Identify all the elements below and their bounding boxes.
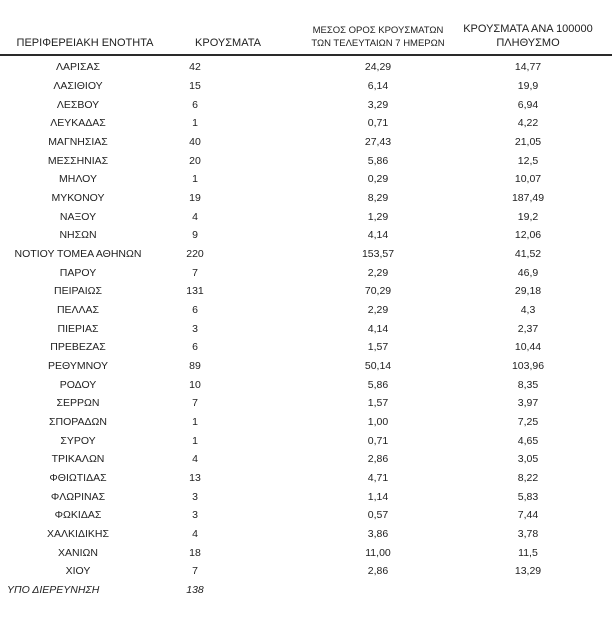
per100k-value [448,581,608,600]
region-name: ΣΠΟΡΑΔΩΝ [49,416,107,429]
cases-value: 1 [192,434,198,447]
region-name: ΝΗΣΩΝ [59,229,97,242]
per100k-value: 2,37 [517,322,539,335]
table-row [0,207,612,226]
region-name: ΧΙΟΥ [65,565,91,578]
avg7-value: 2,29 [367,266,389,279]
table-row [0,170,612,189]
region-name: ΜΑΓΝΗΣΙΑΣ [48,136,108,149]
per100k-value: 13,29 [514,565,542,578]
region-name: ΜΗΛΟΥ [59,173,97,186]
table-row [0,450,612,469]
per100k-value: 4,3 [520,304,536,317]
avg7-value: 8,29 [367,192,389,205]
cases-value: 3 [192,322,198,335]
avg7-value: 3,29 [367,98,389,111]
per100k-value: 14,77 [514,61,542,74]
table-row [0,282,612,301]
avg7-value [288,581,468,600]
col-header-cases-per-100k-line1: ΚΡΟΥΣΜΑΤΑ ΑΝΑ 100000 [463,23,593,35]
avg7-value: 5,86 [367,378,389,391]
avg7-value: 6,14 [367,80,389,92]
cases-value: 13 [189,472,201,485]
table-row [0,338,612,357]
table-row [0,58,612,77]
table-row [0,226,612,245]
per100k-value: 187,49 [511,192,545,205]
table-row-under-investigation [0,581,612,600]
cases-value: 138 [186,584,204,597]
cases-value: 18 [189,546,201,559]
avg7-value: 2,86 [367,565,389,578]
per100k-value: 6,94 [517,98,539,111]
per100k-value: 103,96 [511,360,545,373]
avg7-value: 4,71 [367,472,389,485]
region-name: ΣΥΡΟΥ [60,434,96,447]
cases-value: 1 [192,117,198,130]
region-name: ΛΑΡΙΣΑΣ [56,61,100,74]
avg7-value: 24,29 [364,61,392,74]
cases-value: 40 [189,136,201,149]
avg7-value: 1,29 [367,210,389,223]
table-row [0,189,612,208]
table-row [0,394,612,413]
table-row [0,487,612,506]
cases-value: 42 [189,61,201,74]
region-name: ΝΑΞΟΥ [59,210,97,223]
cases-value: 20 [189,154,201,167]
table-row [0,562,612,581]
table-row [0,263,612,282]
region-name: ΠΕΙΡΑΙΩΣ [54,285,102,298]
table-row [0,413,612,432]
per100k-value: 4,22 [517,117,539,130]
cases-value: 4 [192,210,198,223]
cases-value: 6 [192,304,198,317]
region-name: ΛΑΣΙΘΙΟΥ [53,80,103,92]
table-row [0,469,612,488]
table-row [0,525,612,544]
table-row [0,133,612,152]
per100k-value: 21,05 [514,136,542,149]
avg7-value: 0,71 [367,434,389,447]
per100k-value: 12,06 [514,229,542,242]
region-name: ΦΘΙΩΤΙΔΑΣ [49,472,107,485]
cases-value: 7 [192,266,198,279]
cases-value: 1 [192,173,198,186]
cases-value: 3 [192,490,198,503]
cases-value: 131 [186,285,204,298]
per100k-value: 12,5 [517,154,539,167]
table-row [0,95,612,114]
cases-value: 220 [186,248,204,261]
col-header-cases-per-100k-line2: ΠΛΗΘΥΣΜΟ [496,36,560,49]
avg7-value: 50,14 [364,360,392,373]
cases-value: 6 [192,341,198,354]
table-row [0,114,612,133]
region-name: ΧΑΛΚΙΔΙΚΗΣ [47,528,109,541]
cases-value: 19 [189,192,201,205]
per100k-value: 5,83 [517,490,539,503]
avg7-value: 1,00 [367,416,389,429]
avg7-value: 3,86 [367,528,389,541]
cases-value: 6 [192,98,198,111]
region-name: ΠΙΕΡΙΑΣ [57,322,99,335]
cases-value: 9 [192,229,198,242]
per100k-value: 7,44 [517,509,539,522]
cases-value: 15 [189,80,201,92]
avg7-value: 153,57 [361,248,395,261]
cases-value: 89 [189,360,201,373]
table-row [0,375,612,394]
per100k-value: 3,78 [517,528,539,541]
region-name: ΣΕΡΡΩΝ [56,397,100,410]
region-name: ΥΠΟ ΔΙΕΡΕΥΝΗΣΗ [7,584,100,597]
per100k-value: 11,5 [518,546,538,559]
region-name: ΛΕΥΚΑΔΑΣ [50,117,106,130]
table-row [0,506,612,525]
per100k-value: 10,07 [514,173,542,186]
table-row [0,357,612,376]
table-row [0,301,612,320]
avg7-value: 2,29 [367,304,389,317]
cases-value: 7 [192,565,198,578]
table-row [0,151,612,170]
region-name: ΡΟΔΟΥ [59,378,97,391]
per100k-value: 19,2 [517,210,539,223]
per100k-value: 8,35 [517,378,539,391]
per100k-value: 46,9 [517,266,539,279]
avg7-value: 70,29 [364,285,392,298]
region-name: ΤΡΙΚΑΛΩΝ [51,453,105,466]
per100k-value: 10,44 [514,341,542,354]
avg7-value: 4,14 [367,322,389,335]
region-name: ΝΟΤΙΟΥ ΤΟΜΕΑ ΑΘΗΝΩΝ [14,248,142,261]
table-header [0,0,612,54]
col-header-7day-average-line2: ΤΩΝ ΤΕΛΕΥΤΑΙΩΝ 7 ΗΜΕΡΩΝ [311,37,445,49]
avg7-value: 0,71 [367,117,389,130]
region-name: ΜΕΣΣΗΝΙΑΣ [47,154,109,167]
avg7-value: 1,14 [367,490,389,503]
avg7-value: 1,57 [367,341,389,354]
cases-value: 3 [192,509,198,522]
per100k-value: 29,18 [514,285,542,298]
col-header-regional-unit: ΠΕΡΙΦΕΡΕΙΑΚΗ ΕΝΟΤΗΤΑ [16,37,154,49]
table-row [0,319,612,338]
cases-value: 4 [192,453,198,466]
per100k-value: 19,9 [517,80,539,92]
avg7-value: 2,86 [367,453,389,466]
col-header-7day-average-line1: ΜΕΣΟΣ ΟΡΟΣ ΚΡΟΥΣΜΑΤΩΝ [312,25,444,36]
cases-value: 1 [192,416,198,429]
per100k-value: 7,25 [517,416,539,429]
per100k-value: 41,52 [514,248,542,261]
table-row [0,543,612,562]
region-name: ΛΕΣΒΟΥ [56,98,100,111]
region-name: ΦΩΚΙΔΑΣ [54,509,102,522]
avg7-value: 1,57 [367,397,389,410]
region-name: ΠΡΕΒΕΖΑΣ [50,341,106,354]
avg7-value: 0,29 [367,173,389,186]
header-divider [0,54,612,56]
region-name: ΠΑΡΟΥ [59,266,97,279]
per100k-value: 8,22 [517,472,539,485]
cases-value: 4 [192,528,198,541]
region-name: ΜΥΚΟΝΟΥ [51,192,105,205]
per100k-value: 4,65 [517,434,539,447]
cases-value: 10 [189,378,201,391]
avg7-value: 27,43 [364,136,392,149]
table-body [0,58,612,599]
cases-value: 7 [192,397,198,410]
region-name: ΡΕΘΥΜΝΟΥ [47,360,108,373]
col-header-cases: ΚΡΟΥΣΜΑΤΑ [195,37,261,49]
per100k-value: 3,97 [517,397,539,410]
per100k-value: 3,05 [517,453,539,466]
region-name: ΧΑΝΙΩΝ [58,546,98,559]
avg7-value: 0,57 [367,509,389,522]
avg7-value: 11,00 [365,546,391,559]
region-name: ΦΛΩΡΙΝΑΣ [50,490,106,503]
region-name: ΠΕΛΛΑΣ [56,304,100,317]
col-header-7day-average [288,25,468,50]
col-header-cases-per-100k [448,23,608,50]
table-row [0,431,612,450]
avg7-value: 4,14 [367,229,389,242]
avg7-value: 5,86 [367,154,389,167]
table-row [0,245,612,264]
table-row [0,77,612,96]
